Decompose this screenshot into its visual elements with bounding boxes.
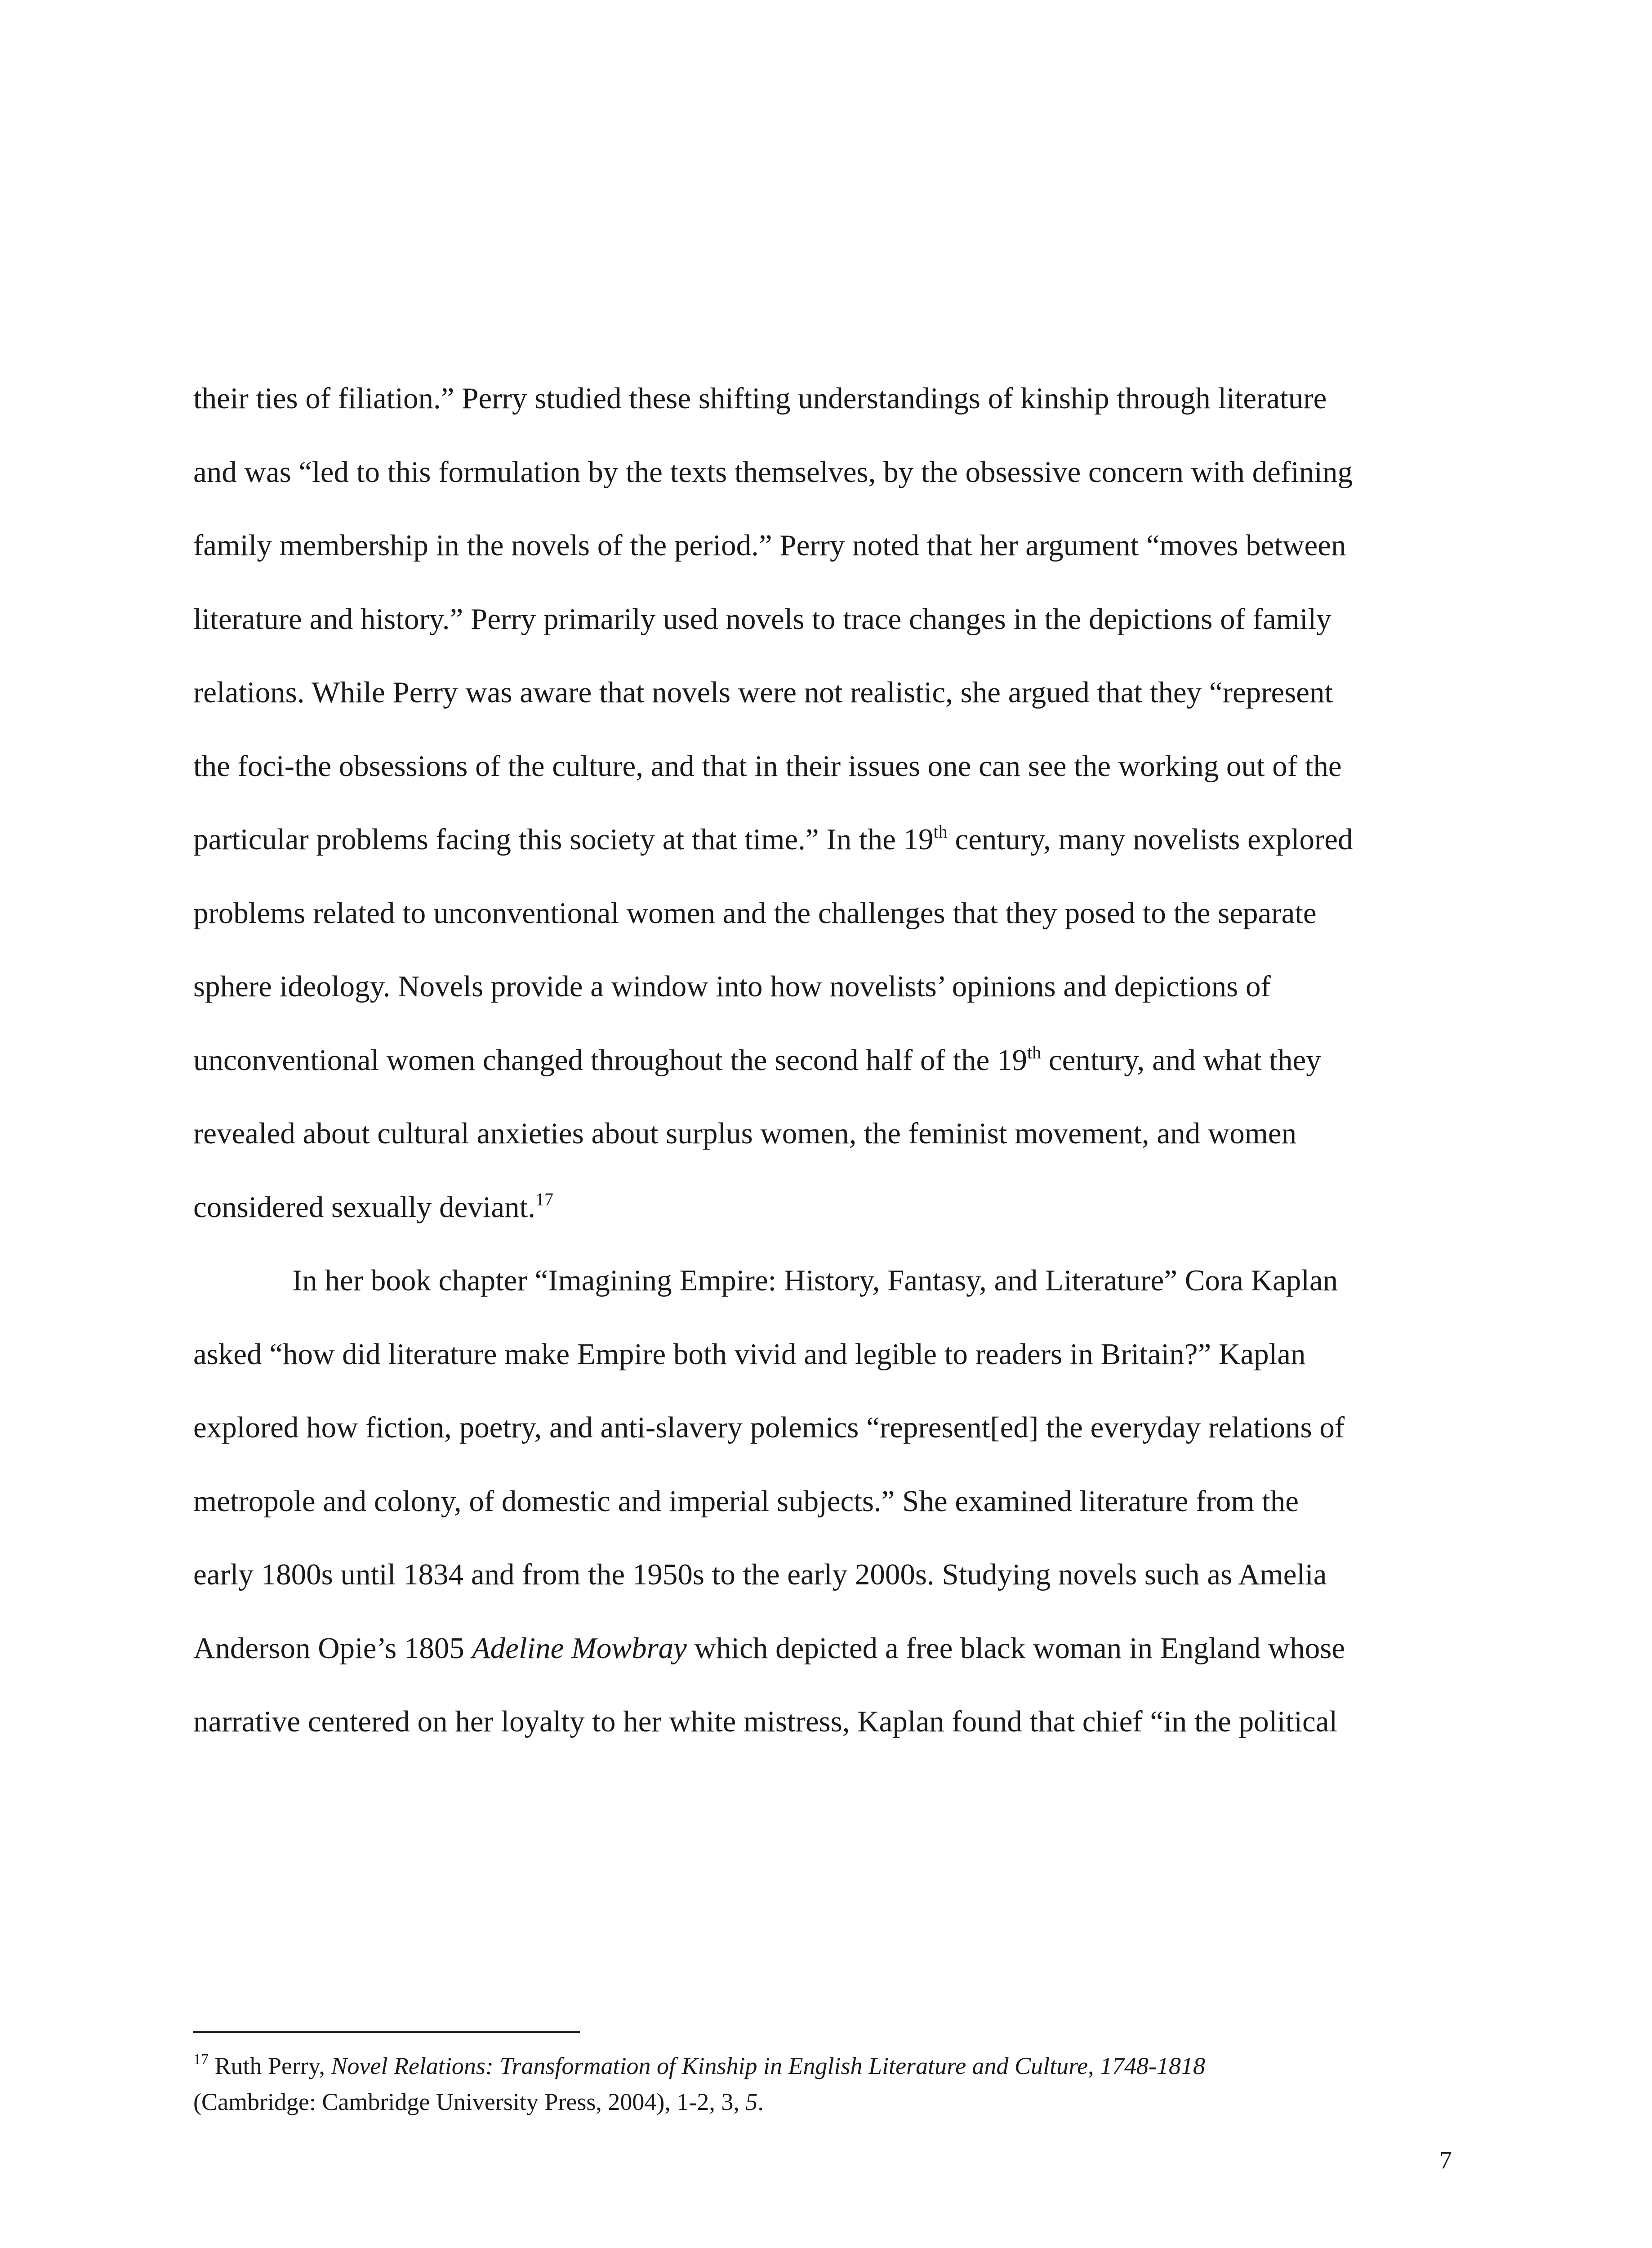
text-run: metropole and colony, of domestic and imperial subjects.” She examined literature from the	[193, 1484, 1299, 1518]
superscript: th	[933, 821, 948, 842]
page-number: 7	[1439, 2146, 1452, 2174]
text-line	[193, 1465, 1452, 1539]
text-run: revealed about cultural anxieties about surplus women, the feminist movement, and women	[193, 1117, 1297, 1150]
text-line	[193, 362, 1452, 436]
text-run: asked “how did literature make Empire both vivid and legible to readers in Britain?” Kaplan	[193, 1337, 1306, 1371]
footnote-end: .	[757, 2088, 764, 2115]
text-line	[193, 1024, 1452, 1097]
text-run: explored how fiction, poetry, and anti-slavery polemics “represent[ed] the everyday relations of	[193, 1411, 1345, 1444]
footnote-marker: 17	[193, 2051, 209, 2068]
text-line	[193, 1538, 1452, 1612]
text-run: their ties of filiation.” Perry studied these shifting understandings of kinship through literature	[193, 382, 1327, 415]
text-line	[193, 1318, 1452, 1392]
text-line	[193, 730, 1452, 803]
text-line	[193, 1244, 1452, 1318]
text-run: sphere ideology. Novels provide a window into how novelists’ opinions and depictions of	[193, 970, 1271, 1003]
text-run: relations. While Perry was aware that novels were not realistic, she argued that they “represent	[193, 676, 1333, 709]
text-run: century, many novelists explored	[947, 823, 1353, 856]
text-run: particular problems facing this society at that time.” In the 19	[193, 823, 934, 856]
footnote	[193, 2048, 1452, 2120]
text-run: Anderson Opie’s 1805	[193, 1631, 472, 1665]
text-line	[193, 656, 1452, 730]
footnote-separator	[193, 2031, 580, 2033]
footnote-line-2	[193, 2084, 1452, 2120]
text-run: century, and what they	[1041, 1043, 1321, 1077]
text-line	[193, 877, 1452, 950]
text-run: In her book chapter “Imagining Empire: History, Fantasy, and Literature” Cora Kaplan	[292, 1264, 1338, 1297]
text-line	[193, 1097, 1452, 1171]
text-line	[193, 583, 1452, 656]
text-line	[193, 436, 1452, 509]
italic-title: Adeline Mowbray	[472, 1631, 687, 1665]
text-run: literature and history.” Perry primarily used novels to trace changes in the depictions of family	[193, 602, 1331, 636]
footnote-book-title: Novel Relations: Transformation of Kinship in English Literature and Culture, 1748-1818	[331, 2052, 1206, 2079]
text-line	[193, 803, 1452, 877]
superscript: 17	[535, 1189, 553, 1209]
body-text	[193, 362, 1452, 1759]
text-line	[193, 1391, 1452, 1465]
text-line	[193, 509, 1452, 583]
footnote-page-italic: 5	[745, 2088, 758, 2115]
text-run: problems related to unconventional women and the challenges that they posed to the separate	[193, 896, 1317, 930]
text-run: narrative centered on her loyalty to her white mistress, Kaplan found that chief “in the political	[193, 1705, 1338, 1738]
text-run: which depicted a free black woman in England whose	[686, 1631, 1345, 1665]
text-run: considered sexually deviant.	[193, 1190, 535, 1224]
footnote-publication: (Cambridge: Cambridge University Press, 2004), 1-2, 3,	[193, 2088, 746, 2115]
footnote-author: Ruth Perry,	[209, 2052, 331, 2079]
text-line	[193, 1612, 1452, 1686]
text-line	[193, 1685, 1452, 1759]
text-line	[193, 1171, 1452, 1244]
text-run: unconventional women changed throughout the second half of the 19	[193, 1043, 1028, 1077]
text-run: early 1800s until 1834 and from the 1950s to the early 2000s. Studying novels such as Amelia	[193, 1558, 1327, 1591]
text-run: the foci-the obsessions of the culture, and that in their issues one can see the working out of the	[193, 749, 1342, 783]
text-line	[193, 950, 1452, 1024]
text-run: and was “led to this formulation by the texts themselves, by the obsessive concern with defining	[193, 455, 1353, 489]
footnote-line-1	[193, 2048, 1452, 2084]
text-run: family membership in the novels of the period.” Perry noted that her argument “moves between	[193, 529, 1346, 562]
superscript: th	[1027, 1042, 1042, 1062]
